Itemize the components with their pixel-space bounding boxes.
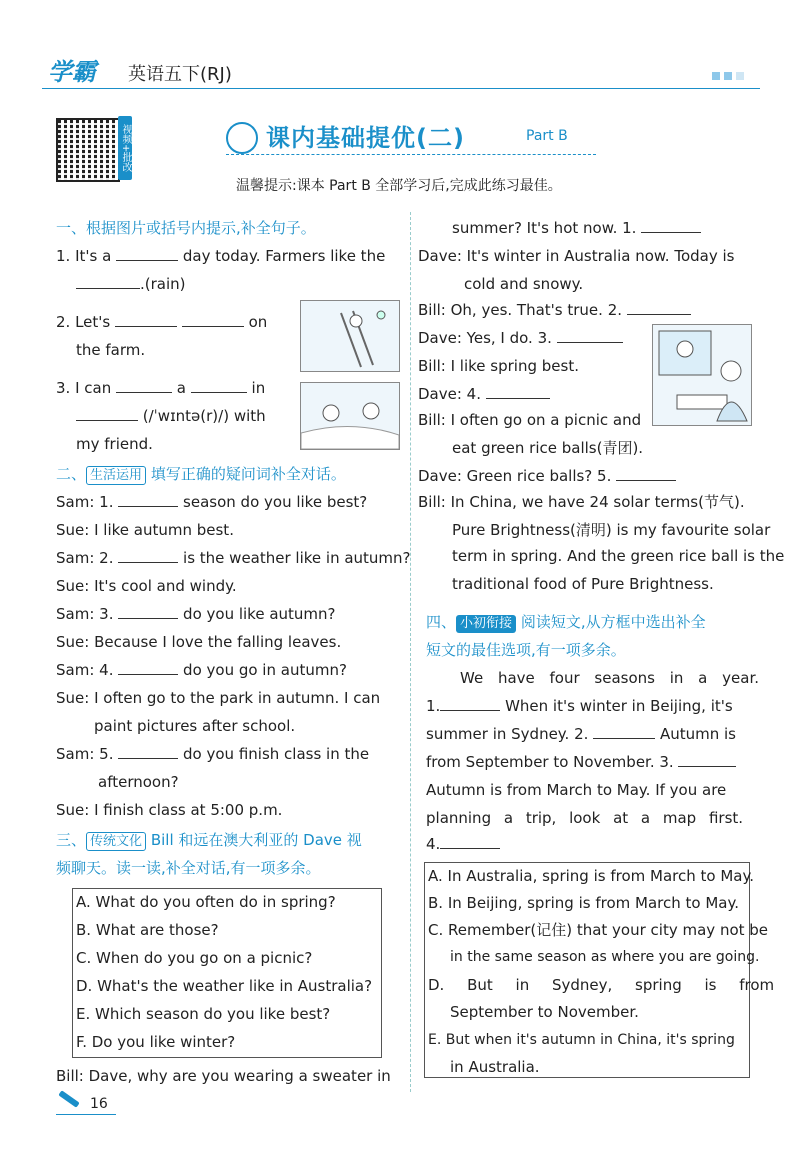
decor-square [724,72,732,80]
s4-blank4[interactable] [440,834,500,849]
s2-blank1[interactable] [118,492,178,507]
q3-text: 3. I can a in [56,379,266,397]
dialog-line-7: Sam: 4. do you go in autumn? [56,661,347,679]
q1-blank1[interactable] [116,246,178,261]
r-line-14: traditional food of Pure Brightness. [452,575,714,593]
hint-text: 温馨提示:课本 Part B 全部学习后,完成此练习最佳。 [236,178,562,194]
pencil-icon [58,1090,79,1108]
dialog-line-2: Sue: I like autumn best. [56,521,234,539]
q3-blank1[interactable] [116,378,172,393]
r-line-9: eat green rice balls(青团). [452,439,644,457]
s4-blank1[interactable] [440,696,500,711]
option-c: C. When do you go on a picnic? [76,949,313,967]
picture-snow-play [300,382,400,450]
r-line-5: Dave: Yes, I do. 3. [418,328,623,348]
dialog-line-9b: afternoon? [98,773,179,791]
page-number: 16 [90,1096,108,1112]
r-line-4: Bill: Oh, yes. That's true. 2. [418,300,691,320]
passage-2: 1. When it's winter in Beijing, it's [426,697,733,715]
s3-blank4[interactable] [486,384,550,399]
option-b: B. What are those? [76,921,219,939]
brand-logo: 学霸 [48,58,96,86]
section3-heading-2: 频聊天。读一读,补全对话,有一项多余。 [56,859,321,877]
q1-text: 1. It's a day today. Farmers like the [56,247,386,265]
q1-line2: .(rain) [76,274,186,294]
dialog-line-6: Sue: Because I love the falling leaves. [56,633,342,651]
passage-3: summer in Sydney. 2. Autumn is [426,725,736,743]
option4-e: E. But when it's autumn in China, it's spring [428,1032,735,1048]
s4-blank3[interactable] [678,752,736,767]
subject-label: 英语五下(RJ) [128,64,232,85]
bill-line-1: Bill: Dave, why are you wearing a sweater in [56,1067,391,1085]
q3-blank2[interactable] [191,378,247,393]
dialog-line-8: Sue: I often go to the park in autumn. I can [56,689,381,707]
r-line-7: Dave: 4. [418,384,550,404]
s4-blank2[interactable] [593,724,655,739]
option-f: F. Do you like winter? [76,1033,236,1051]
header-rule [42,88,760,89]
s2-blank2[interactable] [118,548,178,563]
q1-blank2[interactable] [76,274,140,289]
dialog-line-4: Sue: It's cool and windy. [56,577,237,595]
passage-4: from September to November. 3. [426,752,736,772]
section3-heading: 三、 传统文化 Bill 和远在澳大利亚的 Dave 视 [56,831,362,849]
s3-blank2[interactable] [627,300,691,315]
s2-blank5[interactable] [118,744,178,759]
part-label: Part B [526,128,568,144]
passage-6: planning a trip, look at a map first. [426,809,744,827]
qr-tag: 视频+批改 [118,116,132,180]
dialog-line-8b: paint pictures after school. [94,717,296,735]
s3-blank5[interactable] [616,466,676,481]
option4-c2: in the same season as where you are going. [450,949,760,965]
section1-heading: 一、根据图片或括号内提示,补全句子。 [56,219,316,237]
option4-e2: in Australia. [450,1058,540,1076]
pencil-note-icon [226,122,258,154]
dialog-line-9: Sam: 5. do you finish class in the [56,745,370,763]
footer-rule [56,1114,116,1115]
option4-a: A. In Australia, spring is from March to May. [428,867,754,885]
option4-d: D. But in Sydney, spring is from [428,976,775,994]
tag-life: 生活运用 [86,466,146,485]
dialog-line-1: Sam: 1. season do you like best? [56,493,368,511]
passage-7: 4. [426,834,500,854]
section2-heading: 二、 生活运用 填写正确的疑问词补全对话。 [56,465,346,483]
s3-blank3[interactable] [557,328,623,343]
r-line-12: Pure Brightness(清明) is my favourite solar [452,521,771,539]
passage-5: Autumn is from March to May. If you are [426,781,727,799]
q3-line3: my friend. [76,435,153,453]
tag-culture: 传统文化 [86,832,146,851]
picture-video-chat [652,324,752,426]
option4-c: C. Remember(记住) that your city may not be [428,921,769,939]
q3-line2: (/ˈwɪntə(r)/) with [76,406,266,426]
r-line-3: cold and snowy. [464,275,584,293]
decor-square [736,72,744,80]
q2-blank2[interactable] [182,312,244,327]
column-divider [410,212,411,1092]
r-line-13: term in spring. And the green rice ball is the [452,547,785,565]
r-line-11: Bill: In China, we have 24 solar terms(节气). [418,493,745,511]
option-e: E. Which season do you like best? [76,1005,331,1023]
q2-blank1[interactable] [115,312,177,327]
q2-line2: the farm. [76,341,146,359]
picture-picking-apples [300,300,400,372]
qr-code[interactable] [56,118,120,182]
passage-1: We have four seasons in a year. [460,669,759,687]
section4-heading: 四、 小初衔接 阅读短文,从方框中选出补全 [426,613,706,631]
option-a: A. What do you often do in spring? [76,893,336,911]
dialog-line-3: Sam: 2. is the weather like in autumn? [56,549,411,567]
r-line-10: Dave: Green rice balls? 5. [418,466,676,486]
title-rule [226,154,596,155]
r-line-1: summer? It's hot now. 1. [452,218,701,238]
option4-d2: September to November. [450,1003,639,1021]
tag-bridge: 小初衔接 [456,615,516,633]
option4-b: B. In Beijing, spring is from March to May. [428,894,739,912]
r-line-8: Bill: I often go on a picnic and [418,411,642,429]
section4-heading-2: 短文的最佳选项,有一项多余。 [426,641,626,659]
s2-blank3[interactable] [118,604,178,619]
dialog-line-5: Sam: 3. do you like autumn? [56,605,336,623]
page-title: 课内基础提优(二) [266,124,465,152]
decor-square [712,72,720,80]
q3-blank3[interactable] [76,406,138,421]
s2-blank4[interactable] [118,660,178,675]
r-line-6: Bill: I like spring best. [418,357,579,375]
dialog-line-10: Sue: I finish class at 5:00 p.m. [56,801,283,819]
r-line-2: Dave: It's winter in Australia now. Today is [418,247,735,265]
s3-blank1[interactable] [641,218,701,233]
option-d: D. What's the weather like in Australia? [76,977,373,995]
q2-text: 2. Let's on [56,313,268,331]
